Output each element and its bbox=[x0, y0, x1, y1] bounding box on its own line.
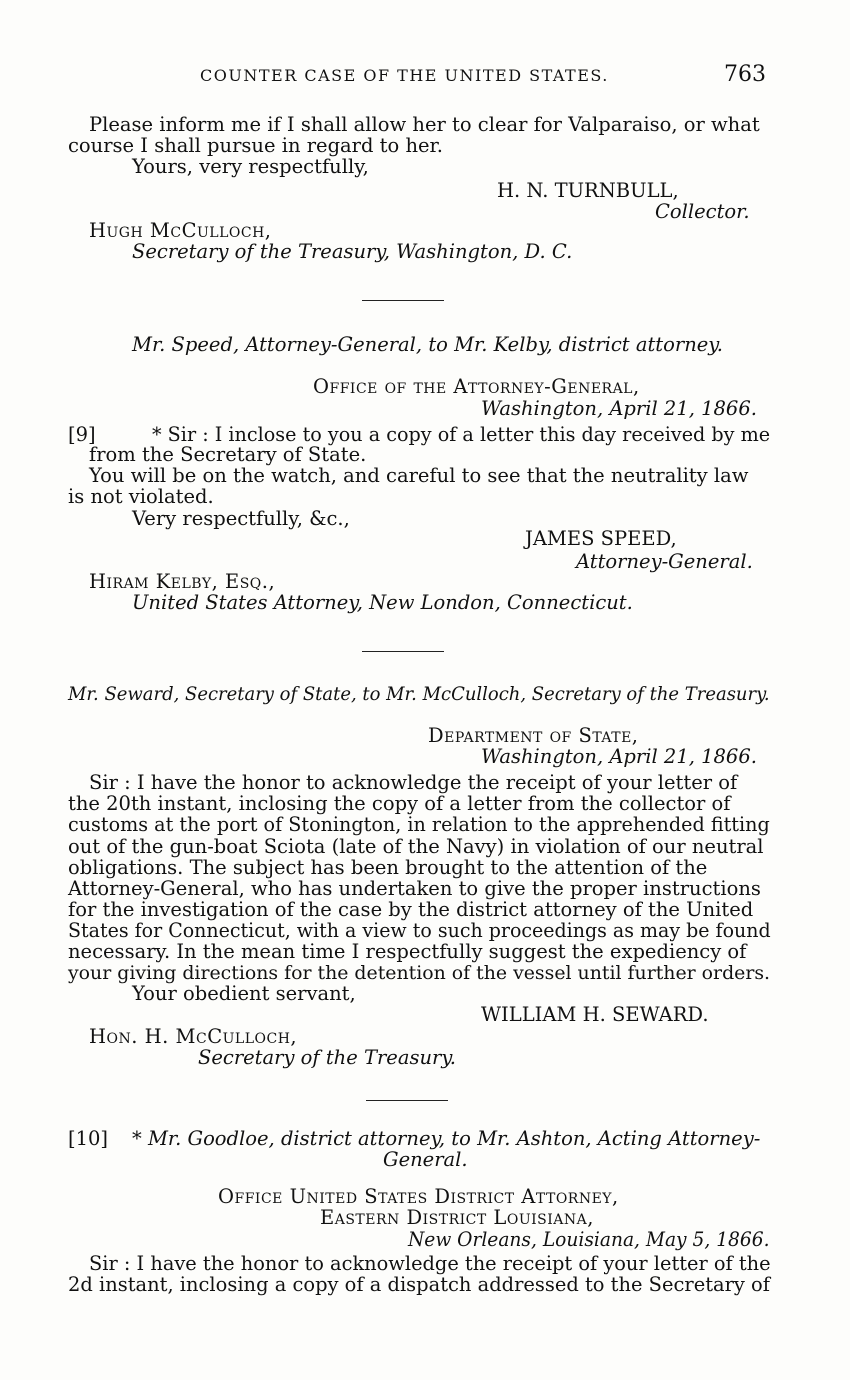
letter-heading: Mr. Speed, Attorney-General, to Mr. Kelby, district attorney. bbox=[132, 333, 723, 356]
body-line: customs at the port of Stonington, in relation to the apprehended fitting bbox=[68, 813, 770, 836]
section-divider bbox=[366, 1100, 448, 1101]
body-line: Please inform me if I shall allow her to clear for Valparaiso, or what bbox=[89, 113, 760, 136]
body-line: Attorney-General, who has undertaken to give the proper instructions bbox=[68, 877, 761, 900]
letter-heading: * Mr. Goodloe, district attorney, to Mr. Ashton, Acting Attorney- bbox=[132, 1127, 761, 1150]
office-line: Department of State, bbox=[428, 724, 639, 747]
body-line: is not violated. bbox=[68, 485, 214, 508]
letter-heading-continued: General. bbox=[383, 1148, 468, 1171]
addressee: Hon. H. McCulloch, bbox=[89, 1025, 298, 1048]
body-line: 2d instant, inclosing a copy of a dispatch addressed to the Secretary of bbox=[68, 1273, 770, 1296]
page-number: 763 bbox=[724, 62, 766, 87]
office-line: Eastern District Louisiana, bbox=[320, 1206, 594, 1229]
body-line: course I shall pursue in regard to her. bbox=[68, 134, 443, 157]
margin-reference: [9] bbox=[68, 423, 96, 446]
dateline: New Orleans, Louisiana, May 5, 1866. bbox=[408, 1228, 770, 1251]
body-line: You will be on the watch, and careful to see that the neutrality law bbox=[89, 464, 749, 487]
addressee-title: Secretary of the Treasury. bbox=[198, 1046, 456, 1069]
signer-title: Collector. bbox=[655, 200, 750, 223]
body-line: obligations. The subject has been brought to the attention of the bbox=[68, 856, 708, 879]
body-line: your giving directions for the detention of the vessel until further orders. bbox=[68, 962, 771, 984]
dateline: Washington, April 21, 1866. bbox=[481, 397, 757, 420]
body-line: necessary. In the mean time I respectfully suggest the expediency of bbox=[68, 940, 747, 963]
letter-heading: Mr. Seward, Secretary of State, to Mr. McCulloch, Secretary of the Treasury. bbox=[68, 683, 770, 705]
section-divider bbox=[362, 651, 444, 652]
body-line: from the Secretary of State. bbox=[89, 443, 367, 466]
margin-reference: [10] bbox=[68, 1127, 109, 1150]
closing: Your obedient servant, bbox=[132, 982, 356, 1005]
signer: WILLIAM H. SEWARD. bbox=[481, 1003, 709, 1026]
body-line: out of the gun-boat Sciota (late of the Navy) in violation of our neutral bbox=[68, 835, 764, 858]
body-line: Sir : I have the honor to acknowledge the receipt of your letter of bbox=[89, 771, 738, 794]
addressee: Hiram Kelby, Esq., bbox=[89, 570, 276, 593]
addressee-title: United States Attorney, New London, Connecticut. bbox=[132, 591, 633, 614]
body-line: States for Connecticut, with a view to such proceedings as may be found bbox=[68, 919, 771, 942]
body-line: * Sir : I inclose to you a copy of a letter this day received by me bbox=[152, 423, 771, 446]
closing: Yours, very respectfully, bbox=[132, 155, 369, 178]
body-line: for the investigation of the case by the district attorney of the United bbox=[68, 898, 754, 921]
addressee-title: Secretary of the Treasury, Washington, D. C. bbox=[132, 240, 573, 263]
addressee: Hugh McCulloch, bbox=[89, 219, 272, 242]
body-line: the 20th instant, inclosing the copy of a letter from the collector of bbox=[68, 792, 731, 815]
section-divider bbox=[362, 300, 444, 301]
signer-title: Attorney-General. bbox=[576, 550, 753, 573]
closing: Very respectfully, &c., bbox=[132, 507, 350, 530]
office-line: Office United States District Attorney, bbox=[218, 1185, 619, 1208]
body-line: Sir : I have the honor to acknowledge the receipt of your letter of the bbox=[89, 1252, 771, 1275]
signer: H. N. TURNBULL, bbox=[497, 179, 679, 202]
signer: JAMES SPEED, bbox=[525, 527, 677, 550]
office-line: Office of the Attorney-General, bbox=[313, 375, 640, 398]
running-title: COUNTER CASE OF THE UNITED STATES. bbox=[200, 66, 609, 85]
dateline: Washington, April 21, 1866. bbox=[481, 745, 757, 768]
